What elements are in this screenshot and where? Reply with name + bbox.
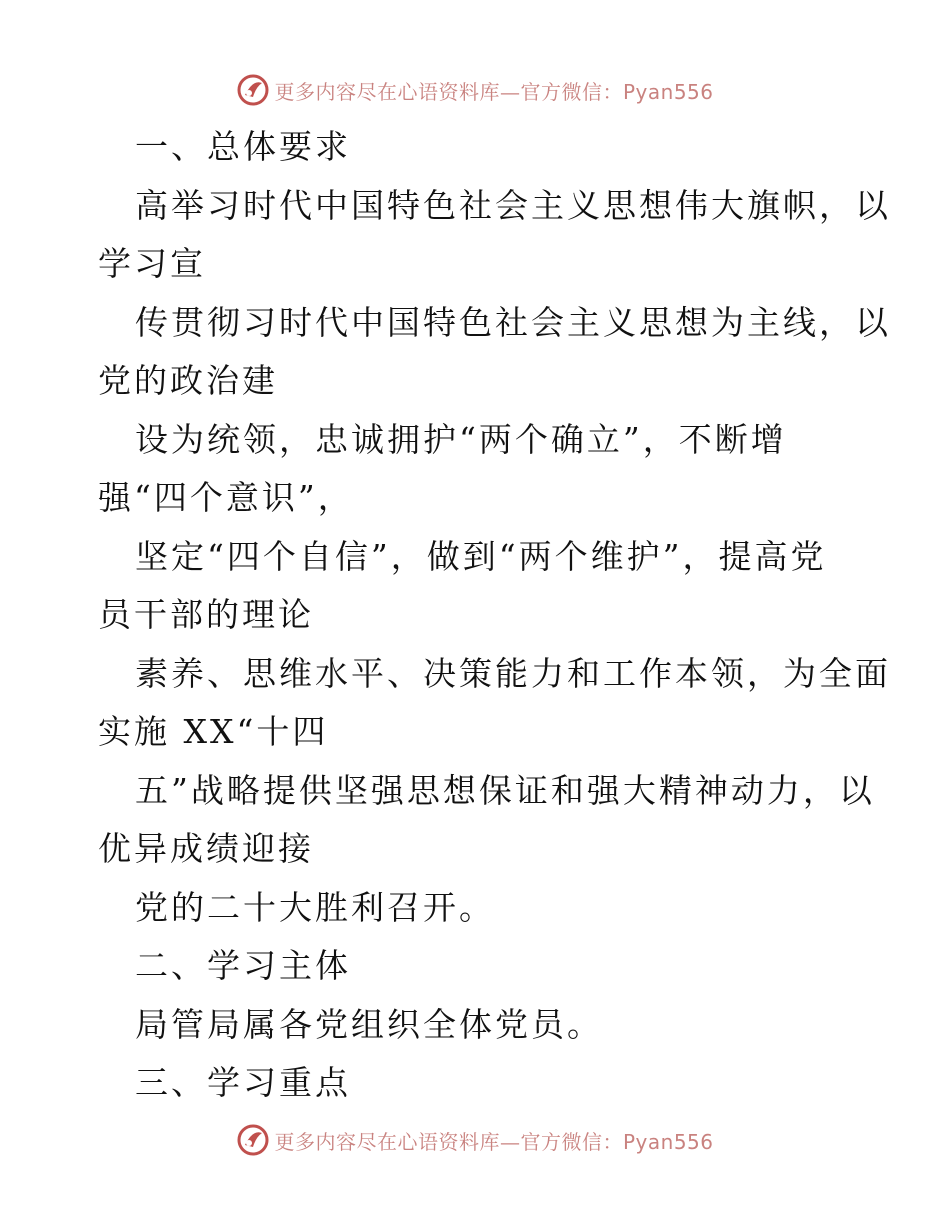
paragraph-line: 五”战略提供坚强思想保证和强大精神动力，以 bbox=[135, 771, 875, 810]
watermark-footer bbox=[0, 1120, 950, 1160]
brand-logo-icon bbox=[236, 73, 270, 107]
paragraph-line: 员干部的理论 bbox=[98, 595, 314, 634]
paragraph-line: 局管局属各党组织全体党员。 bbox=[135, 1005, 603, 1044]
paragraph-line: 实施 XX“十四 bbox=[98, 712, 329, 751]
section-heading: 三、学习重点 bbox=[135, 1063, 351, 1102]
paragraph-line: 高举习时代中国特色社会主义思想伟大旗帜，以 bbox=[135, 186, 891, 225]
section-heading: 一、总体要求 bbox=[135, 127, 351, 166]
paragraph-line: 党的政治建 bbox=[98, 361, 278, 400]
watermark-header bbox=[0, 70, 950, 110]
paragraph-line: 设为统领，忠诚拥护“两个确立”，不断增 bbox=[135, 420, 787, 459]
paragraph-line: 党的二十大胜利召开。 bbox=[135, 888, 495, 927]
paragraph-line: 优异成绩迎接 bbox=[98, 829, 314, 868]
paragraph-line: 传贯彻习时代中国特色社会主义思想为主线，以 bbox=[135, 303, 891, 342]
paragraph-line: 强“四个意识”， bbox=[98, 478, 354, 517]
paragraph-line: 素养、思维水平、决策能力和工作本领，为全面 bbox=[135, 654, 891, 693]
paragraph-line: 坚定“四个自信”，做到“两个维护”，提高党 bbox=[135, 537, 827, 576]
watermark-text: 更多内容尽在心语资料库—官方微信：Pyan556 bbox=[274, 79, 714, 104]
section-heading: 二、学习主体 bbox=[135, 946, 351, 985]
watermark-text: 更多内容尽在心语资料库—官方微信：Pyan556 bbox=[274, 1129, 714, 1154]
paragraph-line: 学习宣 bbox=[98, 244, 206, 283]
brand-logo-icon bbox=[236, 1123, 270, 1157]
